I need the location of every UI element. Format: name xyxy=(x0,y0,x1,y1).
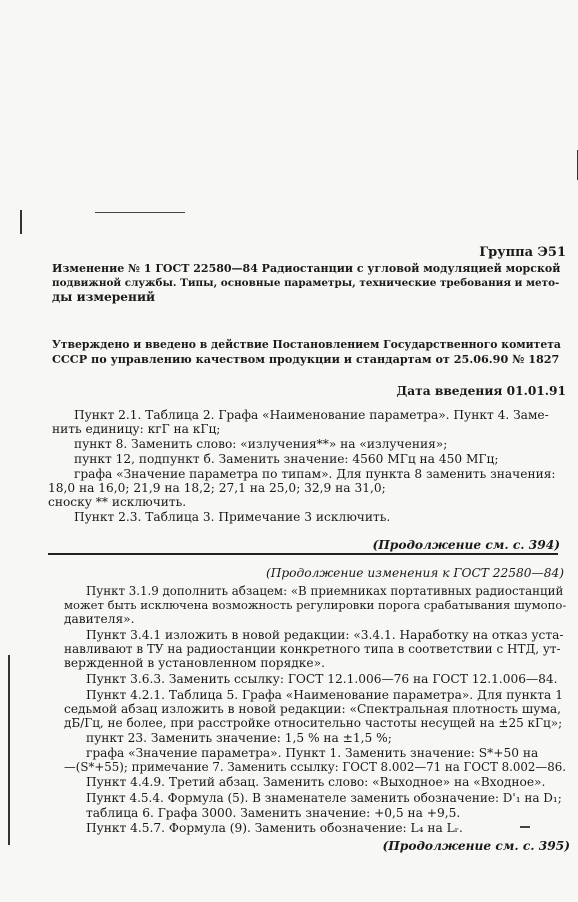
amendment-title-line-1: Изменение № 1 ГОСТ 22580—84 Радиостанции с угловой модуляцией морской xyxy=(52,262,561,275)
continuation-header: (Продолжение изменения к ГОСТ 22580—84) xyxy=(265,566,564,580)
s1-line-5: графа «Значение параметра по типам». Для пункта 8 заменить значения: xyxy=(74,467,556,481)
s2-line-11: пункт 23. Заменить значение: 1,5 % на ±1,5 %; xyxy=(86,731,392,745)
s2-line-4: Пункт 3.4.1 изложить в новой редакции: «3.4.1. Наработку на отказ уста- xyxy=(86,628,564,642)
scan-mark-left-bottom xyxy=(8,655,10,845)
s1-line-8: Пункт 2.3. Таблица 3. Примечание 3 исключить. xyxy=(74,510,391,524)
s2-line-3: давителя». xyxy=(64,612,135,626)
scan-mark-left xyxy=(20,210,22,234)
s2-line-5: навливают в ТУ на радиостанции конкретного типа в соответствии с НТД, ут- xyxy=(64,642,561,656)
scan-mark-bottom xyxy=(520,826,530,828)
approval-line-2: СССР по управлению качеством продукции и стандартам от 25.06.90 № 1827 xyxy=(52,352,560,366)
s2-line-15: Пункт 4.5.4. Формула (5). В знаменателе заменить обозначение: D'₁ на D₁; xyxy=(86,791,562,805)
amendment-title-line-2: подвижной службы. Типы, основные параметры, технические требования и мето- xyxy=(52,277,560,289)
continued-note-1: (Продолжение см. с. 394) xyxy=(372,538,560,552)
s2-line-10: дБ/Гц, не более, при расстройке относительно частоты несущей на ±25 кГц»; xyxy=(64,716,563,730)
continued-note-2: (Продолжение см. с. 395) xyxy=(382,839,570,853)
s1-line-1: Пункт 2.1. Таблица 2. Графа «Наименование параметра». Пункт 4. Заме- xyxy=(74,408,549,422)
effective-date: Дата введения 01.01.91 xyxy=(396,384,566,398)
s2-line-2: может быть исключена возможность регулировки порога срабатывания шумопо- xyxy=(64,598,567,612)
approval-line-1: Утверждено и введено в действие Постановлением Государственного комитета xyxy=(52,338,561,351)
s2-line-1: Пункт 3.1.9 дополнить абзацем: «В приемниках портативных радиостанций xyxy=(86,584,564,598)
amendment-title-line-3: ды измерений xyxy=(52,290,156,304)
s1-line-3: пункт 8. Заменить слово: «излучения**» на «излучения»; xyxy=(74,437,448,451)
s2-line-12: графа «Значение параметра». Пункт 1. Заменить значение: S*+50 на xyxy=(86,746,539,760)
s2-line-9: седьмой абзац изложить в новой редакции: «Спектральная плотность шума, xyxy=(64,702,561,716)
s2-line-14: Пункт 4.4.9. Третий абзац. Заменить слово: «Выходное» на «Входное». xyxy=(86,775,546,789)
s2-line-7: Пункт 3.6.3. Заменить ссылку: ГОСТ 12.1.006—76 на ГОСТ 12.1.006—84. xyxy=(86,672,558,686)
s1-line-7: сноску ** исключить. xyxy=(48,495,187,509)
s2-line-17: Пункт 4.5.7. Формула (9). Заменить обозначение: L₄ на Lᵣ. xyxy=(86,821,463,835)
s1-line-6: 18,0 на 16,0; 21,9 на 18,2; 27,1 на 25,0; 32,9 на 31,0; xyxy=(48,481,386,495)
s1-line-2: нить единицу: кгГ на кГц; xyxy=(52,422,221,436)
s2-line-13: —(S*+55); примечание 7. Заменить ссылку: ГОСТ 8.002—71 на ГОСТ 8.002—86. xyxy=(64,760,566,774)
s1-line-4: пункт 12, подпункт б. Заменить значение: 4560 МГц на 450 МГц; xyxy=(74,452,499,466)
s2-line-8: Пункт 4.2.1. Таблица 5. Графа «Наименование параметра». Для пункта 1 xyxy=(86,688,563,702)
s2-line-6: вержденной в установленном порядке». xyxy=(64,656,325,670)
s2-line-16: таблица 6. Графа 3000. Заменить значение: +0,5 на +9,5. xyxy=(86,806,461,820)
section-divider xyxy=(48,553,558,555)
scan-mark-rule xyxy=(95,212,185,213)
group-code: Группа Э51 xyxy=(479,245,566,260)
